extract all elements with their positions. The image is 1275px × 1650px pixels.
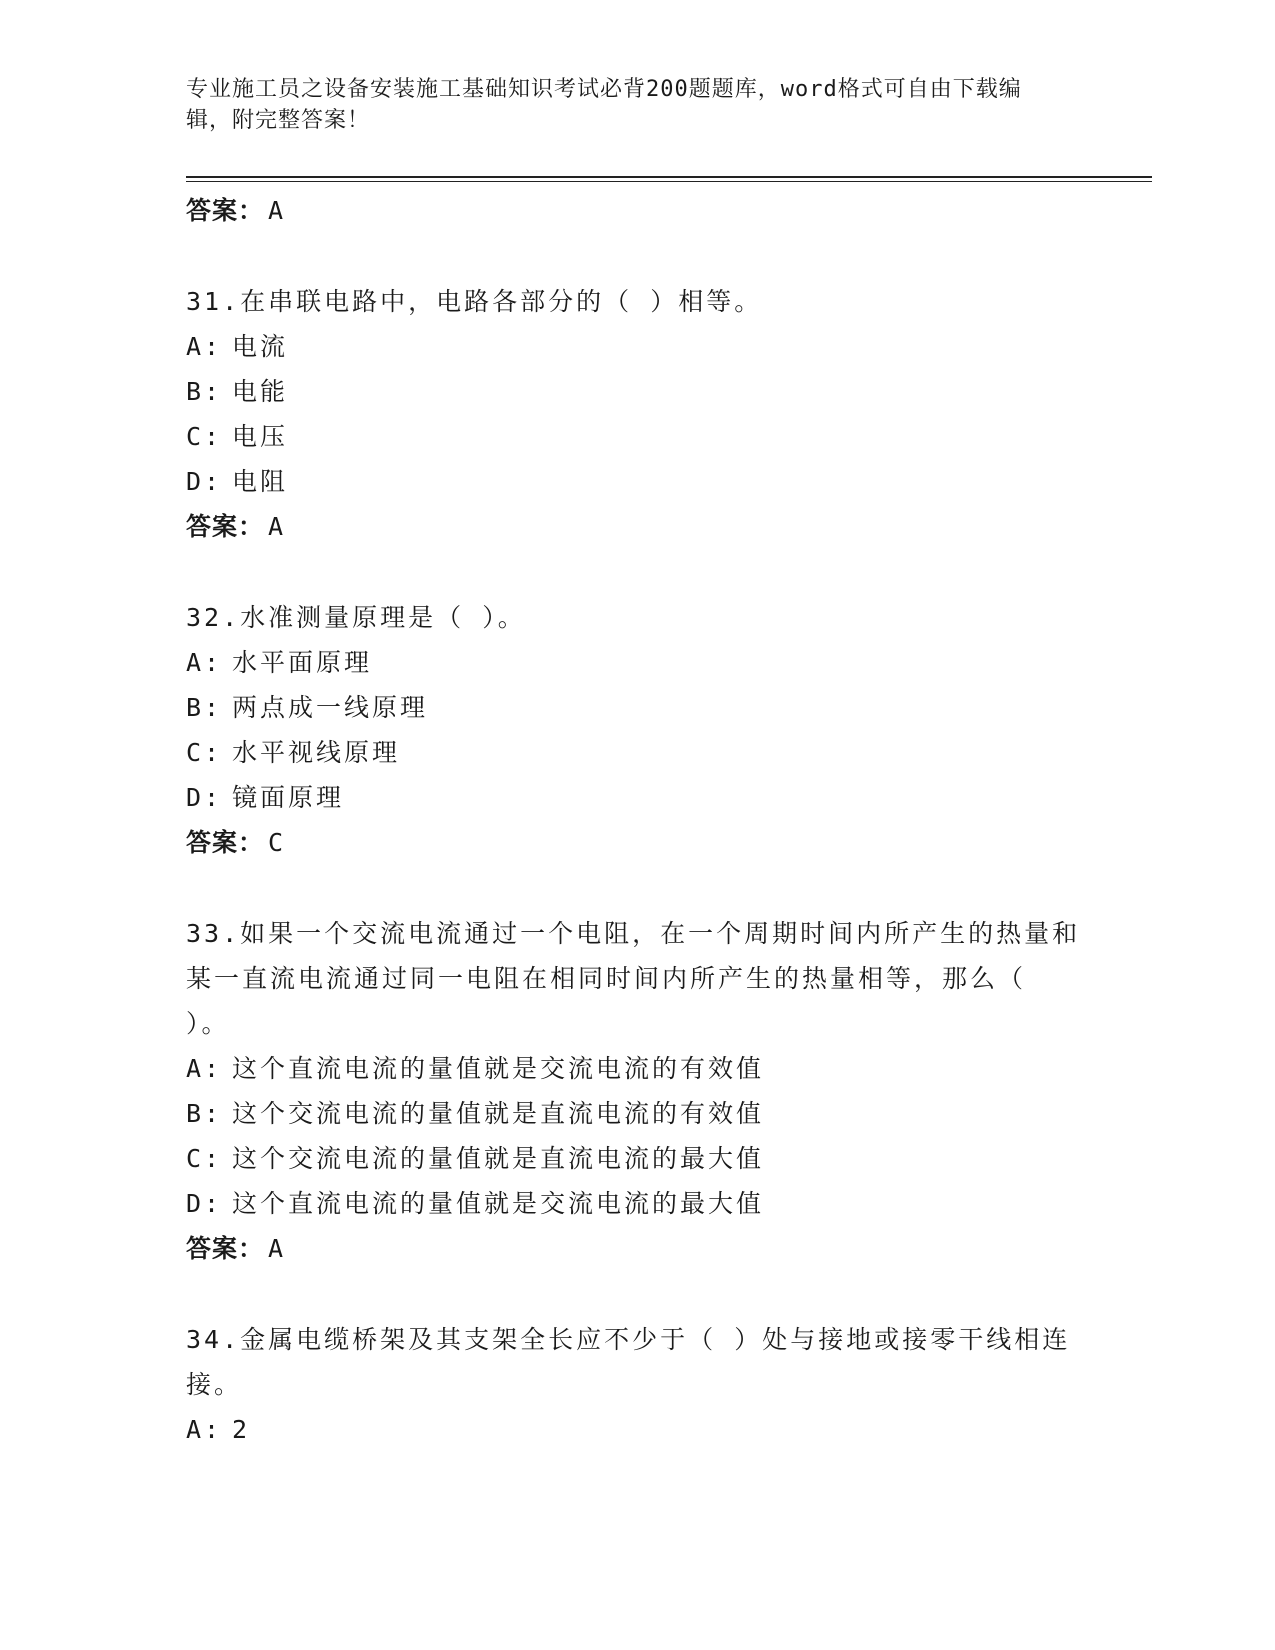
option-key: A: [186,1054,223,1083]
option-key: D: [186,1189,223,1218]
option-item [186,685,1086,730]
header-divider-thin [186,181,1152,182]
option-text: 这个直流电流的量值就是交流电流的最大值 [232,1189,765,1218]
option-item [186,1181,1086,1226]
answer-line [186,504,1086,549]
answer-line [186,820,1086,865]
option-text: 电流 [232,332,289,361]
option-text: 镜面原理 [232,783,345,812]
option-text: 2 [232,1415,251,1444]
question-text: 31.在串联电路中，电路各部分的（ ）相等。 [186,287,763,316]
question-gap [186,233,1086,279]
option-text: 这个交流电流的量值就是直流电流的有效值 [232,1099,765,1128]
header-divider-thick [186,176,1152,178]
document-header: 专业施工员之设备安装施工基础知识考试必背200题题库，word格式可自由下载编辑，附完整答案！ [186,77,1022,133]
option-key: A: [186,332,223,361]
option-key: A: [186,648,223,677]
option-text: 这个交流电流的量值就是直流电流的最大值 [232,1144,765,1173]
option-item [186,775,1086,820]
question-list [186,188,1086,1452]
answer-value: A [268,1234,285,1263]
answer-value: A [268,512,285,541]
option-item [186,730,1086,775]
question-gap [186,549,1086,595]
answer-label: 答案： [186,828,265,857]
answer-line [186,1226,1086,1271]
option-text: 电阻 [232,467,289,496]
answer-value: C [268,828,285,857]
option-item [186,414,1086,459]
option-text: 电能 [232,377,289,406]
option-key: B: [186,1099,223,1128]
option-text: 水平视线原理 [232,738,401,767]
question-text: 34.金属电缆桥架及其支架全长应不少于（ ）处与接地或接零干线相连接。 [186,1325,1071,1399]
option-item [186,369,1086,414]
option-item [186,1091,1086,1136]
option-text: 水平面原理 [232,648,373,677]
option-key: C: [186,422,223,451]
option-item [186,1407,1086,1452]
option-text: 这个直流电流的量值就是交流电流的有效值 [232,1054,765,1083]
answer-value: A [268,196,285,225]
answer-label: 答案： [186,196,265,225]
option-text: 两点成一线原理 [232,693,429,722]
option-key: D: [186,467,223,496]
option-key: D: [186,783,223,812]
option-key: C: [186,1144,223,1173]
answer-label: 答案： [186,512,265,541]
option-text: 电压 [232,422,289,451]
option-key: A: [186,1415,223,1444]
question-text: 33.如果一个交流电流通过一个电阻，在一个周期时间内所产生的热量和某一直流电流通过同一电阻在相同时间内所产生的热量相等，那么（ ）。 [186,919,1081,1038]
question-gap [186,1271,1086,1317]
option-key: B: [186,693,223,722]
question-text: 32.水准测量原理是（ ）。 [186,603,526,632]
option-item [186,1046,1086,1091]
option-key: C: [186,738,223,767]
option-key: B: [186,377,223,406]
option-item [186,324,1086,369]
option-item [186,459,1086,504]
option-item [186,640,1086,685]
option-item [186,1136,1086,1181]
question-gap [186,865,1086,911]
answer-line [186,188,1086,233]
answer-label: 答案： [186,1234,265,1263]
